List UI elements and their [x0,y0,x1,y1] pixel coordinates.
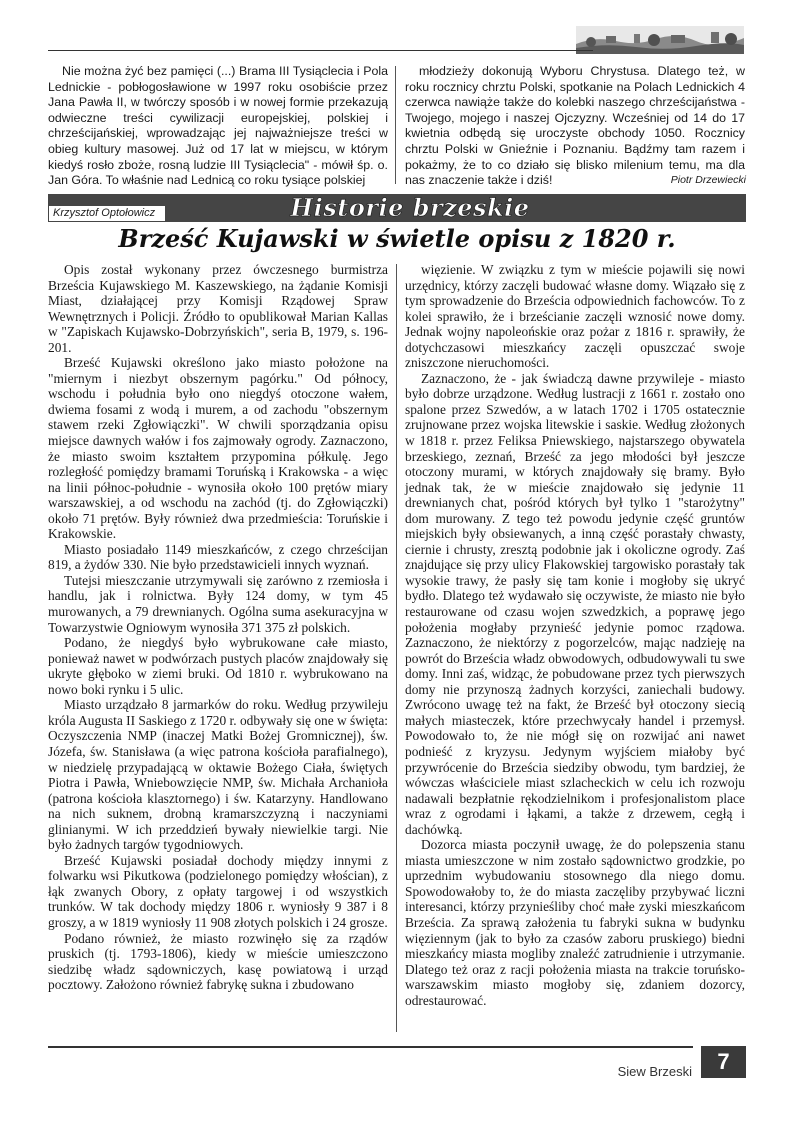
previous-article-signature: Piotr Drzewiecki [670,174,746,186]
article-paragraph: Dozorca miasta poczynił uwagę, że do polepszenia stanu miasta umieszczone w nim zostało sądownictwo grodzkie, po uprzednim wybudowaniu stosownego dla niego domu. Spowodowałoby to, że do miasta zaczęliby przybywać liczni interesanci, którzy przynieśliby choć małe zyski mieszkańcom Brześcia. Za sprawą założenia tu fabryki sukna w budynku więziennym (jak to było za czasów zaboru pruskiego) biedni mieszkańcy miasta mogliby znaleźć zatrudnienie i utrzymanie. Dlatego też oraz z racji położenia miasta na trakcie toruńsko-warszawskim miasto mogłoby się, zdaniem dozorcy, odrestaurować. [405,837,745,1008]
article-author: Krzysztof Optołowicz [48,205,166,222]
footer-rule [48,1046,693,1048]
article-title: Brześć Kujawski w świetle opisu z 1820 r. [118,224,676,253]
page-number: 7 [701,1046,746,1078]
header-landscape-photo [576,26,744,54]
previous-article-left-column [48,64,388,189]
article-paragraph: Brześć Kujawski określono jako miasto położone na "miernym i niezbyt obszernym pagórku." Od północy, wschodu i południa było ono niegdyś otoczone wałem, dwiema fosami z wodą i murem, a od zachodu "obszernym stawem rzeki Zgłowiączki". W chwili sporządzania opisu miejsce dawnych wałów i fos zajmowały ogrody. Zaznaczono, że miasto swoim kształtem przypomina półkulę. Jego rozległość pomiędzy bramami Toruńską i Krakowska - a więc na linii północ-południe - wynosiła około 100 prętów miary warszawskiej, a od wschodu na zachód (tj. do Zgłowiączki) około 71 prętów. Były również dwa przedmieścia: Toruńskie i Krakowskie. [48,355,388,542]
article-paragraph: Zaznaczono, że - jak świadczą dawne przywileje - miasto było dobrze urządzone. Według lustracji z 1661 r. zostało ono spalone przez Szwedów, a w latach 1702 i 1705 ostatecznie zrujnowane przez wojska litewskie i saskie. Według złożonych w 1818 r. przez Feliksa Pniewskiego, najstarszego obywatela brzeskiego, zeznań, Brześć za jego młodości był jeszcze otoczony murami, w których znajdowały się bramy. Było jednak tak, że w mieście znajdowało się jedynie 11 drewnianych chat, pośród których był tylko 1 "starożytny" dom murowany. Z tego też powodu jedynie część gruntów miejskich były obsiewanych, a inną część porastały chwasty, ciernie i chrusty, zresztą podobnie jak i okoliczne ogrody. Zaś znajdujące się przy ulicy Flakowskiej targowisko porastały tak wysokie trawy, że pasły się tam konie i mogłoby się ukryć bydło. Dlatego też wydawało się oczywiste, że miasto nie było restaurowane od czasu wojen szwedzkich, a poprawę jego położenia mogłaby przynieść jedynie pomoc rządowa. Zaznaczono, że niektórzy z pogorzelców, mając nadzieję na powrót do Brześcia władz obwodowych, odbudowywali tu swe domy. Inni zaś, widząc, że pobudowane przez tych pierwszych domy nie przynoszą żadnych korzyści, zaniechali budowy. Zwrócono uwagę też na fakt, że Brześć był otoczony siecią małych miasteczek, które przechwycały handel i przemysł. Powodowało to, że nie mógł się on rozwijać ani nawet podnieść z kryzysu. Jedynym wyjściem miałoby być przywrócenie do Brześcia siedziby obwodu, tym bardziej, że wówczas właściciele miast szlacheckich w celu ich rozwoju nadawali bezpłatnie rękodzielnikom i profesjonalistom place wraz z ogrodami i łąkami, a także z drzewem, cegłą i dachówką. [405,370,745,837]
header-rule [48,50,593,51]
article-paragraph: Opis został wykonany przez ówczesnego burmistrza Brześcia Kujawskiego M. Kaszewskiego, na żądanie Komisji Miast, działającej przy Komisji Rządowej Spraw Wewnętrznych i Policji. Źródło to opublikował Marian Kallas w "Zapiskach Kujawsko-Dobrzyńskich", seria B, 1979, s. 196-201. [48,262,388,355]
article-paragraph: Brześć Kujawski posiadał dochody między innymi z folwarku wsi Pikutkowa (podzielonego pomiędzy włościan), z łąk zwanych Obory, z opłaty targowej i od wszystkich trunków. W tak dochody między 1806 r. wyniosły 9 387 i 8 groszy, a w 1819 wyniosły 11 908 złotych polskich i 24 grosze. [48,852,388,930]
previous-article-right-text: młodzieży dokonują Wyboru Chrystusa. Dlatego też, w roku rocznicy chrztu Polski, spotkanie na Polach Lednickich 4 czerwca nawiąże także do kolebki naszego chrześcijaństwa - Twojego, mojego i naszej Ojczyzny. Wcześniej od 14 do 17 kwietnia odbędą się uroczyste obchody 1050. Rocznicy chrztu Polski w Gnieźnie i Poznaniu. Bądźmy tam razem i pokażmy, że to co działo się blisko milenium temu, ma dla nas znaczenie także i dziś! [405,64,745,188]
article-paragraph: Podano, że niegdyś było wybrukowane całe miasto, ponieważ nawet w podwórzach pustych placów znajdowały się ukryte głęboko w ziemi bruki. Od 1810 r. wybrukowano na nowo boki rynku i 5 ulic. [48,635,388,697]
article-paragraph: Miasto urządzało 8 jarmarków do roku. Według przywileju króla Augusta II Saskiego z 1720 r. odbywały się one w święta: Oczyszczenia NMP (inaczej Matki Bożej Gromnicznej), św. Józefa, św. Stanisława (a więc patrona kościoła parafialnego), w niedzielę przypadającą w oktawie Bożego Ciała, świętych Piotra i Pawła, Wniebowzięcie NMP, św. Michała Archanioła (patrona kościoła klasztornego) i św. Katarzyny. Handlowano na nich suknem, drobną kramarszczyzną i naczyniami glinianymi. W ich przeddzień bywały niewielkie targi. Nie było żadnych targów tygodniowych. [48,697,388,853]
article-left-column [48,262,388,993]
article-paragraph: Podano również, że miasto rozwinęło się za rządów pruskich (tj. 1793-1806), kiedy w mieście umieszczono siedzibę władz sądowniczych, kasę powiatową i urząd pocztowy. Założono również fabrykę sukna i zbudowano [48,930,388,993]
section-title: Historie brzeskie [290,193,530,222]
previous-article-left-text: Nie można żyć bez pamięci (...) Brama III Tysiąclecia i Pola Lednickie - pobłogosławione w 1997 roku osobiście przez Jana Pawła II, w twórczy sposób i w nowej formie przekazują odwieczne treści cywilizacji europejskiej, polskiej i chrześcijańskiej, wprowadzając jej najważniejsze treści w obieg kultury masowej. Już od 17 lat w miejscu, w którym kiedyś rosło zboże, rosną ludzie III Tysiąclecia" - mówił śp. o. Jan Góra. To właśnie nad Lednicą co roku tysiące polskiej [48,64,388,188]
article-paragraph: więzienie. W związku z tym w mieście pojawili się nowi urzędnicy, którzy zaczęli budować własne domy. Wiązało się z tym sprowadzenie do Brześcia odpowiednich fachowców. To z kolei sprawiło, że i brześcianie zaczęli wznosić nowe domy. Jednak wojny napoleońskie oraz pożar z 1816 r. sprawiły, że dotychczasowi mieszkańcy zaczęli opuszczać swoje zniszczone nieruchomości. [405,262,745,371]
column-divider-top [395,66,396,184]
article-paragraph: Miasto posiadało 1149 mieszkańców, z czego chrześcijan 819, a żydów 330. Nie było przedstawicieli innych wyznań. [48,541,388,573]
previous-article-right-column [405,64,745,189]
column-divider [396,264,397,1032]
article-right-column [405,262,745,1008]
publication-name: Siew Brzeski [617,1064,692,1079]
article-paragraph: Tutejsi mieszczanie utrzymywali się zarówno z rzemiosła i handlu, jak i rolnictwa. Były 124 domy, w tym 45 murowanych, a 79 drewnianych. Ogólna suma asekuracyjna w Towarzystwie Ogniowym wynosiła 371 375 zł polskich. [48,572,388,635]
